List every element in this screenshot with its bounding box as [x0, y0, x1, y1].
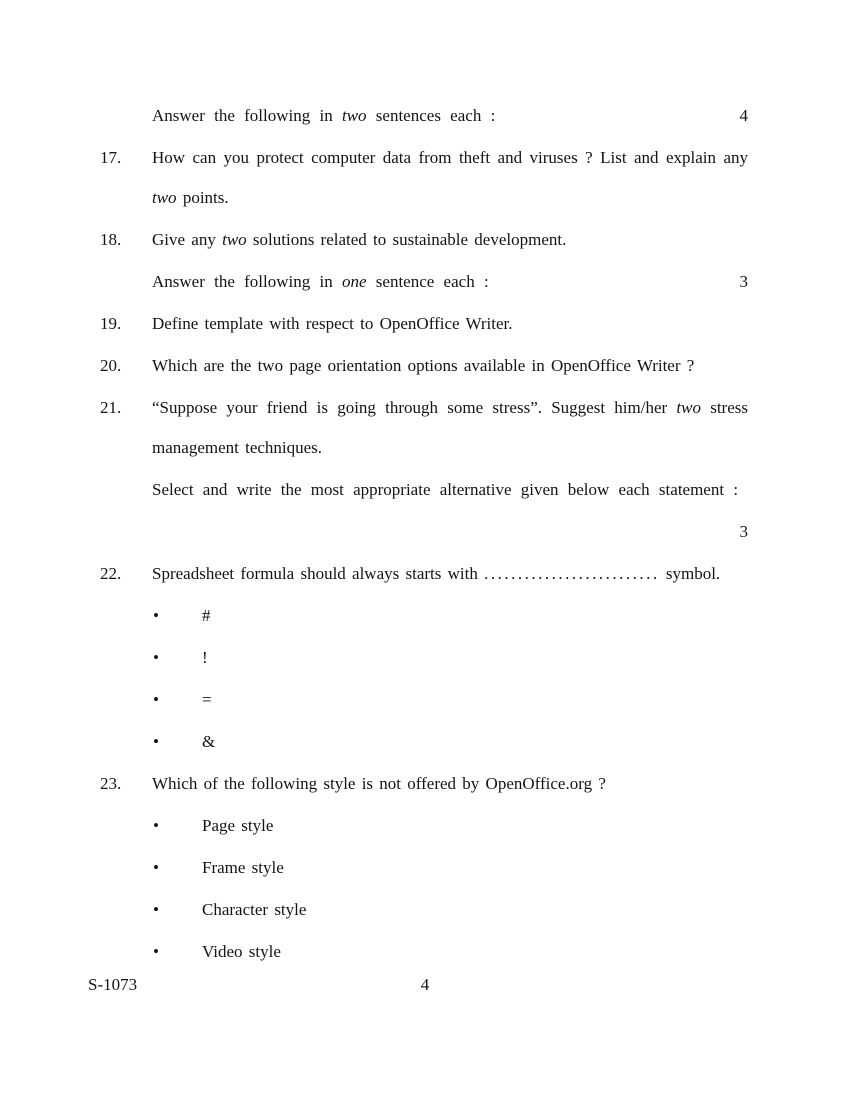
text-segment: points. [176, 188, 229, 207]
blank-dotted-line: .......................... [484, 564, 660, 583]
text-segment: Which are the two page orientation options available in OpenOffice Writer ? [152, 356, 695, 375]
paper-code: S-1073 [88, 975, 138, 994]
bullet-icon: • [153, 942, 159, 961]
answer-option [100, 638, 748, 678]
text-segment: stress management techniques. [152, 398, 748, 457]
text-segment: Give any [152, 230, 223, 249]
question-number: 17. [100, 148, 122, 167]
section-instruction [100, 262, 748, 302]
option-text: ! [202, 648, 208, 667]
option-text: # [202, 606, 211, 625]
option-text: Frame style [202, 858, 284, 877]
bullet-icon: • [153, 648, 159, 667]
instruction-text [152, 96, 495, 136]
question-number: 22. [100, 564, 122, 583]
text-segment: “Suppose your friend is going through some stress”. Suggest him/her [152, 398, 677, 417]
bullet-icon: • [153, 816, 159, 835]
page-number: 4 [420, 975, 430, 994]
option-text: & [202, 732, 216, 751]
answer-option [100, 848, 748, 888]
question-text [152, 138, 748, 218]
bullet-icon: • [153, 690, 159, 709]
question-item [100, 304, 748, 344]
question-text [152, 220, 748, 260]
question-text [152, 304, 748, 344]
emphasized-text: one [341, 272, 367, 291]
marks-value: 3 [739, 522, 748, 541]
text-segment: sentences each : [366, 106, 496, 125]
option-text: = [202, 690, 212, 709]
instruction-text [152, 262, 489, 302]
question-number: 23. [100, 774, 122, 793]
option-text: Character style [202, 900, 307, 919]
emphasized-text: two [152, 188, 177, 207]
text-segment: Which of the following style is not offered by OpenOffice.org ? [152, 774, 606, 793]
text-segment: solutions related to sustainable development. [246, 230, 567, 249]
question-paper-body [100, 96, 748, 974]
text-segment: symbol. [659, 564, 721, 583]
bullet-icon: • [153, 900, 159, 919]
text-segment: Define template with respect to OpenOffice Writer. [152, 314, 513, 333]
question-number: 18. [100, 230, 122, 249]
section-instruction [100, 470, 748, 510]
answer-option [100, 890, 748, 930]
text-segment: sentence each : [366, 272, 489, 291]
question-item [100, 346, 748, 386]
bullet-icon: • [153, 858, 159, 877]
emphasized-text: two [222, 230, 247, 249]
question-item [100, 764, 748, 804]
text-segment: Select and write the most appropriate alternative given below each statement : [152, 480, 739, 499]
question-item [100, 220, 748, 260]
question-text [152, 554, 748, 594]
question-number: 20. [100, 356, 122, 375]
question-text [152, 346, 748, 386]
text-segment: Spreadsheet formula should always starts with [152, 564, 485, 583]
text-segment: Answer the following in [152, 106, 342, 125]
option-text: Video style [202, 942, 281, 961]
question-item [100, 138, 748, 218]
emphasized-text: two [676, 398, 701, 417]
question-item [100, 388, 748, 468]
bullet-icon: • [153, 732, 159, 751]
question-number: 19. [100, 314, 122, 333]
answer-option [100, 722, 748, 762]
section-instruction [100, 96, 748, 136]
question-text [152, 764, 748, 804]
answer-option [100, 680, 748, 720]
question-number: 21. [100, 398, 122, 417]
text-segment: How can you protect computer data from theft and viruses ? List and explain any [152, 148, 748, 167]
instruction-text [152, 470, 738, 510]
question-item [100, 554, 748, 594]
emphasized-text: two [341, 106, 367, 125]
marks-value: 3 [739, 272, 748, 291]
bullet-icon: • [153, 606, 159, 625]
question-text [152, 388, 748, 468]
answer-option [100, 806, 748, 846]
text-segment: Answer the following in [152, 272, 342, 291]
option-text: Page style [202, 816, 274, 835]
marks-line [100, 512, 748, 552]
marks-value: 4 [739, 106, 748, 125]
answer-option [100, 596, 748, 636]
